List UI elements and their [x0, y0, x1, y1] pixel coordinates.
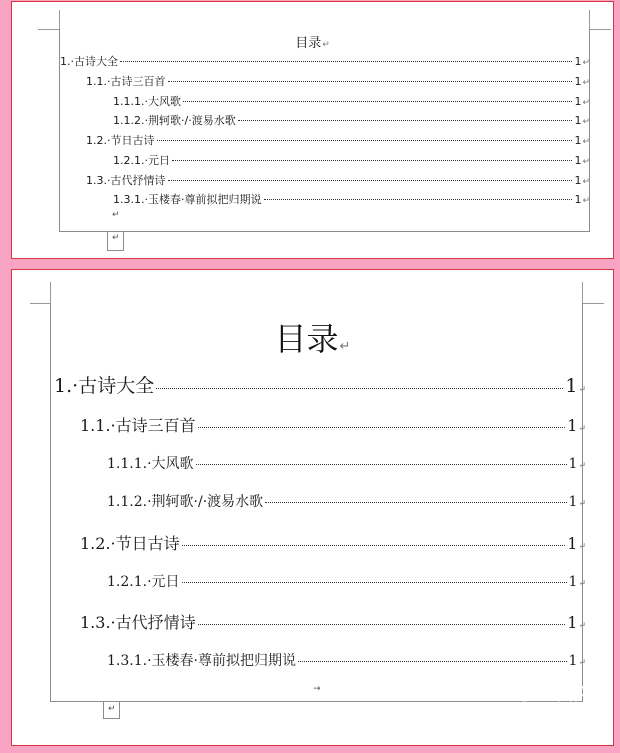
entry-page: 1 [568, 494, 578, 510]
paragraph-mark: ↵ [578, 385, 586, 395]
tab-mark: → [313, 684, 321, 694]
entry-text: 古代抒情诗 [110, 174, 166, 187]
dot-leader [168, 180, 573, 181]
entry-number: 1.1. [86, 75, 107, 88]
page-edge [103, 701, 104, 719]
entry-number: 1. [54, 375, 73, 397]
toc-title [12, 314, 613, 360]
entry-number: 1.3.1. [107, 653, 148, 669]
toc-entry-level3[interactable]: 1.1.2.·荆轲歌·/·渡易水歌 1 ↵ [107, 494, 586, 510]
toc-entry-level3[interactable]: 1.1.2.·荆轲歌·/·渡易水歌 1 ↵ [113, 114, 590, 127]
paragraph-mark: ↵ [582, 117, 590, 127]
entry-text: 大风歌 [148, 95, 181, 108]
paragraph-mark: ↵ [582, 137, 590, 147]
entry-page: 1 [568, 456, 578, 472]
dot-leader [264, 199, 573, 200]
paragraph-mark: ↵ [582, 98, 590, 108]
paragraph-mark: ↵ [582, 78, 590, 88]
watermark-url: jingyan.baidu.com [521, 701, 605, 711]
entry-number: 1.2.1. [113, 154, 145, 167]
entry-text: 大风歌 [151, 456, 194, 472]
baidu-watermark [482, 672, 605, 711]
toc-entry-level3[interactable]: 1.1.1.·大风歌 1 ↵ [107, 456, 586, 472]
watermark-brand: Bai du 经验 [482, 676, 605, 700]
entry-page: 1 [568, 574, 578, 590]
entry-page: 1 [567, 534, 578, 553]
dot-leader [198, 427, 566, 428]
entry-number: 1.2. [86, 134, 107, 147]
paragraph-mark: ↵ [578, 461, 586, 471]
crop-mark [38, 29, 60, 30]
entry-page: 1 [574, 174, 582, 187]
entry-text: 元日 [151, 574, 180, 590]
dot-leader [198, 624, 566, 625]
entry-number: 1.1. [80, 416, 111, 435]
entry-page: 1 [574, 193, 582, 206]
dot-leader [120, 61, 572, 62]
entry-page: 1 [574, 114, 582, 127]
dot-leader [156, 388, 563, 389]
crop-mark [582, 282, 583, 304]
dot-leader [182, 545, 566, 546]
paragraph-mark: ↵ [322, 40, 330, 50]
crop-mark [589, 10, 590, 30]
paragraph-mark: ↵ [578, 658, 586, 668]
entry-page: 1 [574, 134, 582, 147]
toc-entry-level3[interactable]: 1.3.1.·玉楼春·尊前拟把归期说 1 ↵ [113, 193, 590, 206]
toc-entry-level3[interactable]: 1.2.1.·元日 1 ↵ [113, 154, 590, 167]
page-edge [103, 718, 119, 719]
toc-title-text: 目录 [274, 320, 339, 358]
entry-number: 1.3. [80, 613, 111, 632]
dot-leader [265, 502, 566, 503]
toc-entry-level1[interactable]: 1.·古诗大全 1 ↵ [60, 55, 590, 68]
page-edge [123, 231, 124, 251]
toc-entry-level2[interactable]: 1.3.·古代抒情诗 1 ↵ [86, 174, 590, 187]
entry-text: 荆轲歌·/·渡易水歌 [148, 114, 236, 127]
paragraph-mark: ↵ [582, 58, 590, 68]
toc-preview-large [11, 269, 614, 746]
toc-entry-level3[interactable]: 1.3.1.·玉楼春·尊前拟把归期说 1 ↵ [107, 653, 586, 669]
entry-page: 1 [568, 653, 578, 669]
entry-text: 节日古诗 [110, 134, 155, 147]
dot-leader [172, 160, 572, 161]
paragraph-mark: ↵ [582, 196, 590, 206]
dot-leader [168, 81, 573, 82]
entry-page: 1 [567, 416, 578, 435]
paragraph-mark: ↵ [578, 499, 586, 509]
entry-number: 1.1.2. [113, 114, 145, 127]
paragraph-mark: ↵ [582, 177, 590, 187]
entry-text: 古诗三百首 [115, 416, 196, 435]
entry-number: 1. [60, 55, 71, 68]
page-edge [50, 303, 51, 701]
page-edge [107, 231, 108, 251]
entry-page: 1 [574, 95, 582, 108]
page-edge [59, 231, 590, 232]
entry-text: 古诗大全 [78, 375, 155, 397]
crop-mark [59, 10, 60, 30]
paragraph-mark: ↵ [112, 210, 120, 220]
entry-page: 1 [574, 154, 582, 167]
entry-number: 1.2.1. [107, 574, 148, 590]
toc-entry-level2[interactable]: 1.1.·古诗三百首 1 ↵ [80, 416, 586, 435]
dot-leader [196, 464, 567, 465]
dot-leader [238, 120, 573, 121]
toc-entry-level2[interactable]: 1.2.·节日古诗 1 ↵ [86, 134, 590, 147]
entry-page: 1 [574, 55, 582, 68]
crop-mark [589, 29, 611, 30]
crop-mark [582, 303, 604, 304]
paragraph-mark: ↵ [578, 579, 586, 589]
dot-leader [157, 140, 573, 141]
dot-leader [298, 661, 567, 662]
entry-number: 1.3. [86, 174, 107, 187]
toc-entry-level2[interactable]: 1.1.·古诗三百首 1 ↵ [86, 75, 590, 88]
toc-entry-level2[interactable]: 1.3.·古代抒情诗 1 ↵ [80, 613, 586, 632]
toc-title-text: 目录 [295, 36, 322, 51]
toc-entry-level2[interactable]: 1.2.·节日古诗 1 ↵ [80, 534, 586, 553]
crop-mark [30, 303, 51, 304]
paragraph-mark: ↵ [339, 339, 351, 354]
dot-leader [183, 101, 572, 102]
toc-entry-level3[interactable]: 1.2.1.·元日 1 ↵ [107, 574, 586, 590]
entry-text: 荆轲歌·/·渡易水歌 [151, 494, 264, 510]
crop-mark [50, 282, 51, 304]
entry-text: 玉楼春·尊前拟把归期说 [148, 193, 262, 206]
paragraph-mark: ↵ [582, 157, 590, 167]
toc-preview-small [11, 1, 614, 259]
entry-number: 1.1.1. [107, 456, 148, 472]
entry-number: 1.2. [80, 534, 111, 553]
entry-number: 1.1.2. [107, 494, 148, 510]
paragraph-mark: ↵ [112, 233, 120, 243]
entry-text: 元日 [148, 154, 170, 167]
paragraph-mark: ↵ [108, 704, 116, 714]
entry-text: 古诗大全 [74, 55, 118, 68]
entry-page: 1 [567, 613, 578, 632]
toc-title [12, 32, 613, 51]
entry-text: 玉楼春·尊前拟把归期说 [151, 653, 296, 669]
toc-entry-level1[interactable]: 1.·古诗大全 1 ↵ [54, 375, 586, 397]
paragraph-mark: ↵ [578, 621, 586, 631]
entry-page: 1 [565, 375, 578, 397]
entry-page: 1 [574, 75, 582, 88]
page-edge [119, 701, 120, 719]
paragraph-mark: ↵ [578, 424, 586, 434]
entry-text: 古代抒情诗 [115, 613, 196, 632]
entry-text: 古诗三百首 [110, 75, 166, 88]
entry-number: 1.3.1. [113, 193, 145, 206]
toc-entry-level3[interactable]: 1.1.1.·大风歌 1 ↵ [113, 95, 590, 108]
entry-number: 1.1.1. [113, 95, 145, 108]
paragraph-mark: ↵ [578, 542, 586, 552]
page-edge [107, 250, 123, 251]
entry-text: 节日古诗 [115, 534, 180, 553]
dot-leader [182, 582, 567, 583]
